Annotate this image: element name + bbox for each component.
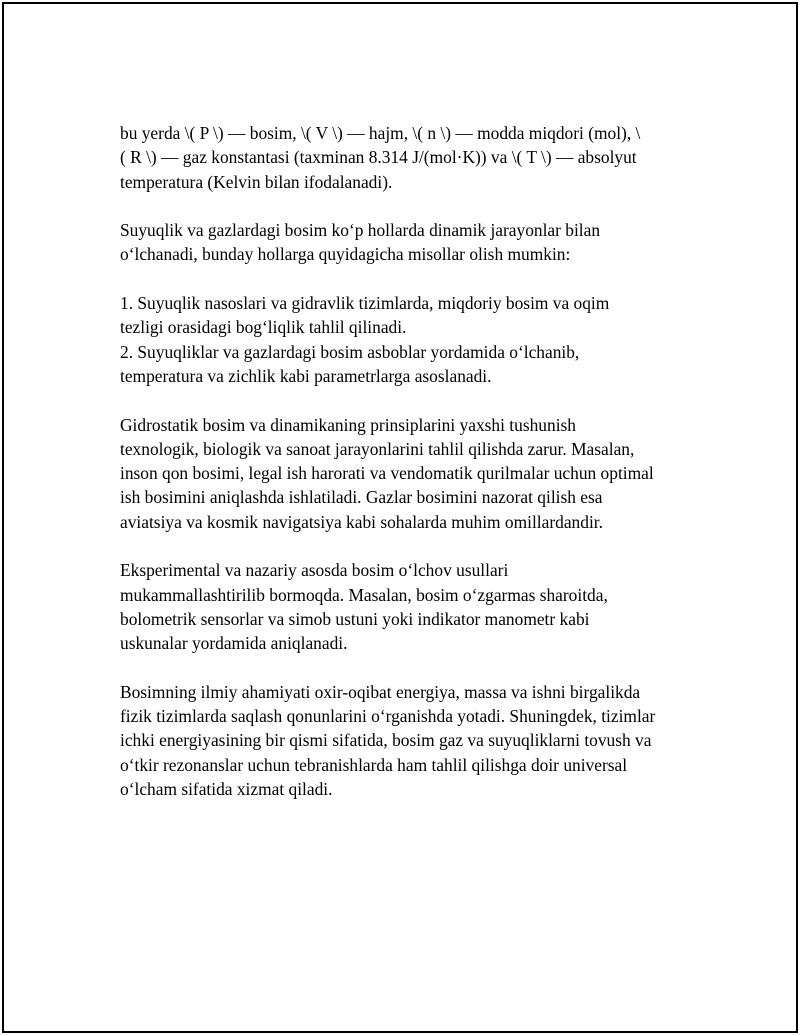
list-item: 2. Suyuqliklar va gazlardagi bosim asboblar yordamida o‘lchanib, temperatura va zichlik kabi parametrlarga asoslanadi. bbox=[120, 341, 580, 386]
document-page bbox=[2, 2, 798, 1033]
paragraph-dynamic-pressure: Suyuqlik va gazlardagi bosim ko‘p hollarda dinamik jarayonlar bilan o‘lchanadi, bunday hollarga quyidagicha misollar olish mumkin: bbox=[120, 220, 601, 265]
list-item: 1. Suyuqlik nasoslari va gidravlik tizimlarda, miqdoriy bosim va oqim tezligi orasidagi bog‘liqlik tahlil qilinadi. bbox=[120, 293, 610, 338]
paragraph-measurement-methods: Eksperimental va nazariy asosda bosim o‘lchov usullari mukammallashtirilib bormoqda. Masalan, bosim o‘zgarmas sharoitda, bolometrik sensorlar va simob ustuni yoki indikator manometr kabi uskunalar yordamida aniqlanadi. bbox=[120, 560, 608, 654]
paragraph-scientific-importance: Bosimning ilmiy ahamiyati oxir-oqibat energiya, massa va ishni birgalikda fizik tizimlarda saqlash qonunlarini o‘rganishda yotadi. Shuningdek, tizimlar ichki energiyasining bir qismi sifatida, bosim gaz va suyuqliklarni tovush va o‘tkir rezonanslar uchun tebranishlarda ham tahlil qilishga doir universal o‘lcham sifatida xizmat qiladi. bbox=[120, 681, 656, 800]
paragraph-hydrostatic-pressure: Gidrostatik bosim va dinamikaning prinsiplarini yaxshi tushunish texnologik, biologik va sanoat jarayonlarini tahlil qilishda zarur. Masalan, inson qon bosimi, legal ish harorati va vendomatik qurilmalar uchun optimal ish bosimini aniqlashda ishlatiladi. Gazlar bosimini nazorat qilish esa aviatsiya va kosmik navigatsiya kabi sohalarda muhim omillardandir. bbox=[120, 414, 654, 532]
examples-list bbox=[120, 291, 700, 388]
paragraph-ideal-gas-variables: bu yerda \( P \) — bosim, \( V \) — hajm, \( n \) — modda miqdori (mol), \ ( R \) — gaz konstantasi (taxminan 8.314 J/(mol·K)) va \( T \) — absolyut temperatura (Kelvin bilan ifodalanadi). bbox=[120, 123, 641, 192]
document-body bbox=[120, 121, 700, 826]
